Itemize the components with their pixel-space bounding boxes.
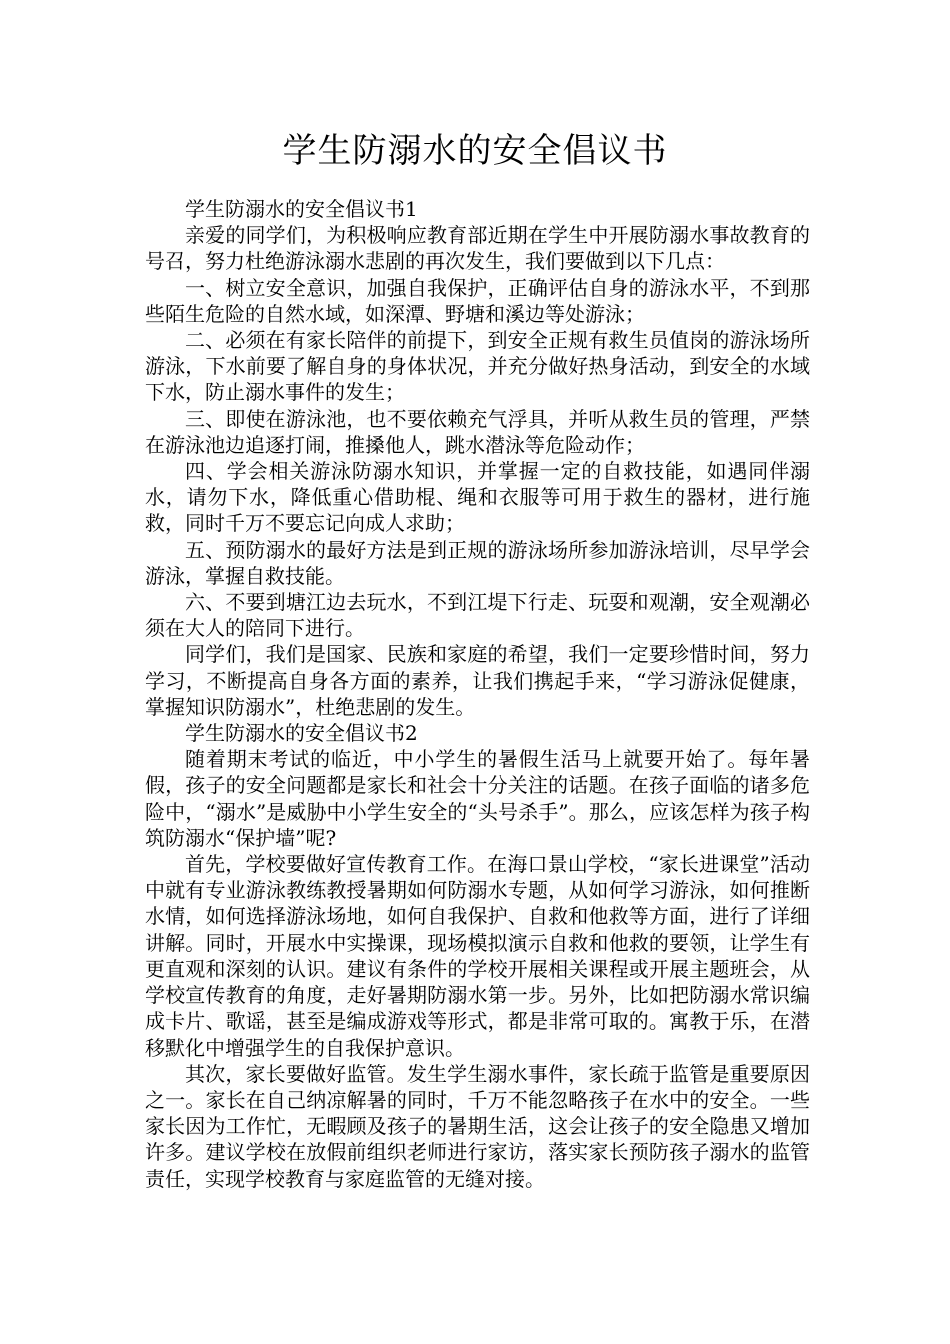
paragraph-school: 首先，学校要做好宣传教育工作。在海口景山学校，“家长进课堂”活动中就有专业游泳教练教授暑期如何防溺水专题，从如何学习游泳，如何推断水情，如何选择游泳场地，如何自我保护、自救和他救等方面，进行了详细讲解。同时，开展水中实操课，现场模拟演示自救和他救的要领，让学生有更直观和深刻的认识。建议有条件的学校开展相关课程或开展主题班会，从学校宣传教育的角度，走好暑期防溺水第一步。另外，比如把防溺水常识编成卡片、歌谣，甚至是编成游戏等形式，都是非常可取的。寓教于乐，在潜移默化中增强学生的自我保护意识。 xyxy=(145,852,810,1060)
section-heading-2: 学生防溺水的安全倡议书2 xyxy=(185,721,418,746)
paragraph-intro-2: 随着期末考试的临近，中小学生的暑假生活马上就要开始了。每年暑假，孩子的安全问题都是家长和社会十分关注的话题。在孩子面临的诸多危险中，“溺水”是威胁中小学生安全的“头号杀手”。那么，应该怎样为孩子构筑防溺水“保护墙”呢? xyxy=(145,747,810,850)
document-body xyxy=(145,196,810,1192)
paragraph-closing-1: 同学们，我们是国家、民族和家庭的希望，我们一定要珍惜时间，努力学习，不断提高自身各方面的素养，让我们携起手来，“学习游泳促健康，掌握知识防溺水”，杜绝悲剧的发生。 xyxy=(145,642,810,719)
paragraph-point-3: 三、即使在游泳池，也不要依赖充气浮具，并听从救生员的管理，严禁在游泳池边追逐打闹，推搡他人，跳水潜泳等危险动作； xyxy=(145,406,810,457)
paragraph-point-1: 一、树立安全意识，加强自我保护，正确评估自身的游泳水平，不到那些陌生危险的自然水域，如深潭、野塘和溪边等处游泳； xyxy=(145,275,810,326)
paragraph-greeting: 亲爱的同学们，为积极响应教育部近期在学生中开展防溺水事故教育的号召，努力杜绝游泳溺水悲剧的再次发生，我们要做到以下几点： xyxy=(145,223,810,274)
paragraph-point-6: 六、不要到塘江边去玩水，不到江堤下行走、玩耍和观潮，安全观潮必须在大人的陪同下进行。 xyxy=(145,590,810,641)
paragraph-point-4: 四、学会相关游泳防溺水知识，并掌握一定的自救技能，如遇同伴溺水，请勿下水，降低重心借助棍、绳和衣服等可用于救生的器材，进行施救，同时千万不要忘记向成人求助； xyxy=(145,459,810,536)
paragraph-parents: 其次，家长要做好监管。发生学生溺水事件，家长疏于监管是重要原因之一。家长在自己纳凉解暑的同时，千万不能忽略孩子在水中的安全。一些家长因为工作忙，无暇顾及孩子的暑期生活，这会让孩子的安全隐患又增加许多。建议学校在放假前组织老师进行家访，落实家长预防孩子溺水的监管责任，实现学校教育与家庭监管的无缝对接。 xyxy=(145,1061,810,1191)
document-title: 学生防溺水的安全倡议书 xyxy=(282,131,668,171)
paragraph-point-5: 五、预防溺水的最好方法是到正规的游泳场所参加游泳培训，尽早学会游泳，掌握自救技能。 xyxy=(145,537,810,588)
section-heading-1: 学生防溺水的安全倡议书1 xyxy=(185,197,418,221)
paragraph-point-2: 二、必须在有家长陪伴的前提下，到安全正规有救生员值岗的游泳场所游泳，下水前要了解自身的身体状况，并充分做好热身活动，到安全的水域下水，防止溺水事件的发生； xyxy=(145,328,810,405)
